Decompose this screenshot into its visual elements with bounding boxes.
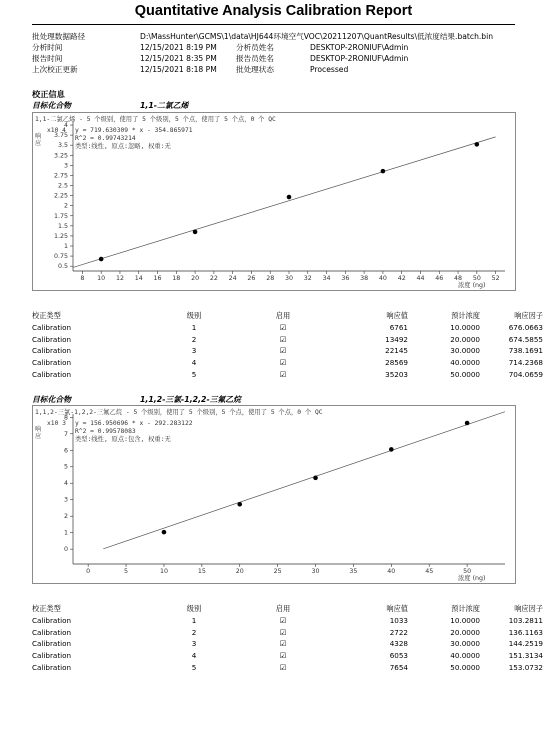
x-tick-label: 16 (153, 275, 162, 282)
x-tick-label: 12 (115, 275, 124, 282)
x-tick-label: 52 (491, 275, 500, 282)
cell-rf: 151.3134 (508, 651, 543, 661)
y-tick-label: 1.5 (57, 222, 68, 230)
y-axis-label: 响应 (35, 133, 42, 147)
col-header-rf: 响应因子 (514, 604, 543, 613)
col-header-enabled: 启用 (275, 604, 291, 613)
x-tick-label: 34 (322, 275, 331, 282)
cell-conc: 30.0000 (450, 639, 480, 649)
cell-response: 6053 (389, 651, 408, 661)
target-compound-label: 目标化合物 (32, 395, 71, 404)
cell-level: 2 (191, 334, 197, 344)
y-tick-label: 1 (63, 529, 68, 537)
cell-rf: 136.1163 (508, 627, 543, 637)
x-tick-label: 46 (435, 275, 444, 282)
cell-rf: 674.5855 (508, 334, 543, 344)
cell-response: 28569 (385, 358, 408, 368)
y-tick-label: 4 (63, 480, 68, 488)
cell-conc: 50.0000 (450, 369, 480, 379)
table-row (32, 368, 543, 380)
fit-r2: R^2 = 0.99578083 (75, 428, 136, 435)
cell-response: 4328 (389, 639, 408, 649)
batch-path-label: 批处理数据路径 (32, 32, 86, 41)
y-tick-label: 8 (63, 414, 68, 422)
x-tick-label: 0 (86, 568, 91, 575)
enabled-checkbox-icon: ☑ (279, 358, 287, 368)
fit-r2: R^2 = 0.99743214 (75, 135, 136, 142)
table-row (32, 661, 543, 673)
x-axis-unit: 浓度 (ng) (458, 282, 486, 289)
cell-level: 1 (191, 323, 197, 333)
cell-type: Calibration (32, 323, 72, 333)
cell-response: 1033 (389, 616, 408, 626)
col-header-response: 响应值 (386, 311, 408, 320)
y-tick-label: 2.75 (53, 172, 68, 180)
fit-equation: y = 156.950696 * x - 292.283122 (75, 420, 193, 427)
col-header-level: 级别 (186, 604, 202, 613)
table-row (32, 345, 543, 357)
table-header-row (32, 603, 543, 615)
data-point (313, 476, 318, 481)
cell-response: 7654 (389, 662, 408, 672)
x-tick-label: 10 (159, 568, 168, 575)
col-header-enabled: 启用 (275, 311, 291, 320)
data-point (389, 447, 394, 452)
table-row (32, 650, 543, 662)
last-cal-label: 上次校正更新 (32, 65, 78, 74)
cell-conc: 20.0000 (450, 334, 480, 344)
enabled-checkbox-icon: ☑ (279, 369, 287, 379)
x-tick-label: 48 (454, 275, 463, 282)
x-tick-label: 40 (378, 275, 387, 282)
cell-rf: 676.0663 (508, 323, 543, 333)
cell-rf: 738.1691 (508, 346, 543, 356)
cell-response: 22145 (385, 346, 408, 356)
cell-conc: 10.0000 (450, 616, 480, 626)
cell-type: Calibration (32, 334, 72, 344)
fit-line (73, 137, 496, 268)
x-tick-label: 30 (311, 568, 320, 575)
x-tick-label: 22 (209, 275, 218, 282)
y-tick-label: 2.5 (57, 182, 68, 190)
x-tick-label: 26 (247, 275, 256, 282)
table-row (32, 638, 543, 650)
y-tick-label: 3 (63, 496, 68, 504)
calibration-chart (32, 112, 516, 291)
cell-rf: 704.0659 (508, 369, 543, 379)
analysis-time-label: 分析时间 (32, 43, 63, 52)
x-tick-label: 8 (80, 275, 85, 282)
y-tick-label: 0.75 (53, 253, 68, 261)
cell-level: 1 (191, 616, 197, 626)
x-tick-label: 14 (134, 275, 143, 282)
cell-response: 13492 (385, 334, 408, 344)
table-row (32, 357, 543, 369)
x-tick-label: 5 (124, 568, 129, 575)
data-point (381, 169, 386, 174)
fit-line (103, 412, 505, 549)
cell-type: Calibration (32, 346, 72, 356)
data-point (465, 421, 470, 426)
y-tick-label: 3.5 (57, 142, 68, 150)
enabled-checkbox-icon: ☑ (279, 334, 287, 344)
cell-rf: 153.0732 (508, 662, 543, 672)
y-tick-label: 1.75 (53, 212, 68, 220)
table-row (32, 322, 543, 334)
col-header-level: 级别 (186, 311, 202, 320)
cell-type: Calibration (32, 616, 72, 626)
chart-header: 1,1-二氯乙烯 - 5 个级别，使用了 5 个级别，5 个点，使用了 5 个点，0 个 QC (35, 116, 276, 123)
cell-type: Calibration (32, 627, 72, 637)
col-header-conc: 预计浓度 (451, 311, 480, 320)
y-tick-label: 2 (63, 513, 68, 521)
x-tick-label: 44 (416, 275, 425, 282)
fit-info: 类型:线性, 原点:包含, 权重:无 (75, 436, 171, 443)
cell-level: 3 (191, 639, 197, 649)
last-cal-value: 12/15/2021 8:18 PM (140, 65, 217, 74)
enabled-checkbox-icon: ☑ (279, 616, 287, 626)
x-tick-label: 38 (360, 275, 369, 282)
x-tick-label: 40 (387, 568, 396, 575)
y-tick-label: 6 (63, 447, 68, 455)
cell-rf: 103.2811 (508, 616, 543, 626)
reporter-value: DESKTOP-2RONIUF\Admin (310, 54, 409, 63)
y-tick-label: 3.75 (53, 132, 68, 140)
x-tick-label: 10 (97, 275, 106, 282)
fit-equation: y = 719.630309 * x - 354.865971 (75, 127, 193, 134)
cell-response: 6761 (389, 323, 408, 333)
report-time-value: 12/15/2021 8:35 PM (140, 54, 217, 63)
y-tick-label: 2 (63, 202, 68, 210)
calibration-table (32, 310, 543, 380)
x-tick-label: 32 (303, 275, 312, 282)
cell-type: Calibration (32, 662, 72, 672)
table-row (32, 334, 543, 346)
cell-rf: 144.2519 (508, 639, 543, 649)
target-compound-name: 1,1-二氯乙烯 (140, 101, 189, 110)
cell-level: 5 (191, 662, 197, 672)
data-point (162, 530, 167, 535)
x-tick-label: 36 (341, 275, 350, 282)
cell-type: Calibration (32, 369, 72, 379)
x-tick-label: 50 (463, 568, 472, 575)
enabled-checkbox-icon: ☑ (279, 651, 287, 661)
x-tick-label: 25 (273, 568, 282, 575)
y-tick-label: 7 (63, 430, 68, 438)
col-header-rf: 响应因子 (514, 311, 543, 320)
enabled-checkbox-icon: ☑ (279, 639, 287, 649)
data-point (193, 230, 198, 235)
cell-rf: 714.2368 (508, 358, 543, 368)
y-tick-label: 3.25 (53, 152, 68, 160)
col-header-conc: 预计浓度 (451, 604, 480, 613)
x-tick-label: 42 (397, 275, 406, 282)
y-tick-label: 0 (63, 546, 68, 554)
enabled-checkbox-icon: ☑ (279, 346, 287, 356)
cell-conc: 50.0000 (450, 662, 480, 672)
analyst-label: 分析员姓名 (236, 43, 274, 52)
enabled-checkbox-icon: ☑ (279, 662, 287, 672)
y-tick-label: 3 (63, 162, 68, 170)
report-time-label: 报告时间 (32, 54, 63, 63)
batch-state-value: Processed (310, 65, 349, 74)
y-tick-label: 5 (63, 463, 68, 471)
calibration-chart (32, 405, 516, 584)
cell-level: 4 (191, 358, 197, 368)
batch-state-label: 批处理状态 (236, 65, 274, 74)
analysis-time-value: 12/15/2021 8:19 PM (140, 43, 217, 52)
section-title: 校正信息 (32, 89, 65, 99)
target-compound-label: 目标化合物 (32, 101, 71, 110)
cell-conc: 40.0000 (450, 358, 480, 368)
batch-path-value: D:\MassHunter\GCMS\1\data\HJ644环境空气VOC\20211207\QuantResults\低浓度结果.batch.bin (140, 32, 494, 41)
x-tick-label: 24 (228, 275, 237, 282)
cell-response: 35203 (385, 369, 408, 379)
x-tick-label: 35 (349, 568, 358, 575)
x-tick-label: 18 (172, 275, 181, 282)
y-tick-label: 1 (63, 243, 68, 250)
table-row (32, 615, 543, 627)
y-tick-label: 0.5 (57, 263, 68, 271)
cell-level: 3 (191, 346, 197, 356)
chart-header: 1,1,2-三氯-1,2,2-三氟乙烷 - 5 个级别，使用了 5 个级别，5 个点，使用了 5 个点，0 个 QC (35, 409, 323, 416)
x-tick-label: 20 (191, 275, 200, 282)
x-tick-label: 50 (472, 275, 481, 282)
cell-conc: 20.0000 (450, 627, 480, 637)
cell-level: 2 (191, 627, 197, 637)
x-tick-label: 15 (197, 568, 206, 575)
cell-type: Calibration (32, 358, 72, 368)
table-header-row (32, 310, 543, 322)
y-multiplier: x10 4 (47, 127, 66, 134)
target-compound-name: 1,1,2-三氯-1,2,2-三氟乙烷 (140, 395, 241, 404)
cell-type: Calibration (32, 639, 72, 649)
data-point (475, 142, 480, 147)
analyst-value: DESKTOP-2RONIUF\Admin (310, 43, 409, 52)
col-header-type: 校正类型 (32, 604, 61, 613)
calibration-table (32, 603, 543, 673)
data-point (99, 257, 104, 262)
title-divider (32, 24, 515, 25)
y-tick-label: 4 (63, 122, 68, 130)
report-title: Quantitative Analysis Calibration Report (134, 3, 413, 19)
y-multiplier: x10 3 (47, 420, 66, 427)
x-tick-label: 28 (266, 275, 275, 282)
table-row (32, 627, 543, 639)
cell-type: Calibration (32, 651, 72, 661)
col-header-response: 响应值 (386, 604, 408, 613)
col-header-type: 校正类型 (32, 311, 61, 320)
data-point (237, 502, 242, 507)
cell-conc: 30.0000 (450, 346, 480, 356)
x-tick-label: 45 (425, 568, 434, 575)
cell-conc: 10.0000 (450, 323, 480, 333)
cell-level: 5 (191, 369, 197, 379)
fit-info: 类型:线性, 原点:忽略, 权重:无 (75, 143, 171, 150)
enabled-checkbox-icon: ☑ (279, 323, 287, 333)
cell-conc: 40.0000 (450, 651, 480, 661)
x-axis-unit: 浓度 (ng) (458, 575, 486, 582)
y-axis-label: 响应 (35, 426, 42, 440)
enabled-checkbox-icon: ☑ (279, 627, 287, 637)
y-tick-label: 2.25 (53, 192, 68, 200)
data-point (287, 195, 292, 200)
reporter-label: 报告员姓名 (236, 54, 274, 63)
x-tick-label: 20 (235, 568, 244, 575)
x-tick-label: 30 (284, 275, 294, 282)
cell-level: 4 (191, 651, 197, 661)
cell-response: 2722 (389, 627, 408, 637)
y-tick-label: 1.25 (53, 232, 68, 240)
